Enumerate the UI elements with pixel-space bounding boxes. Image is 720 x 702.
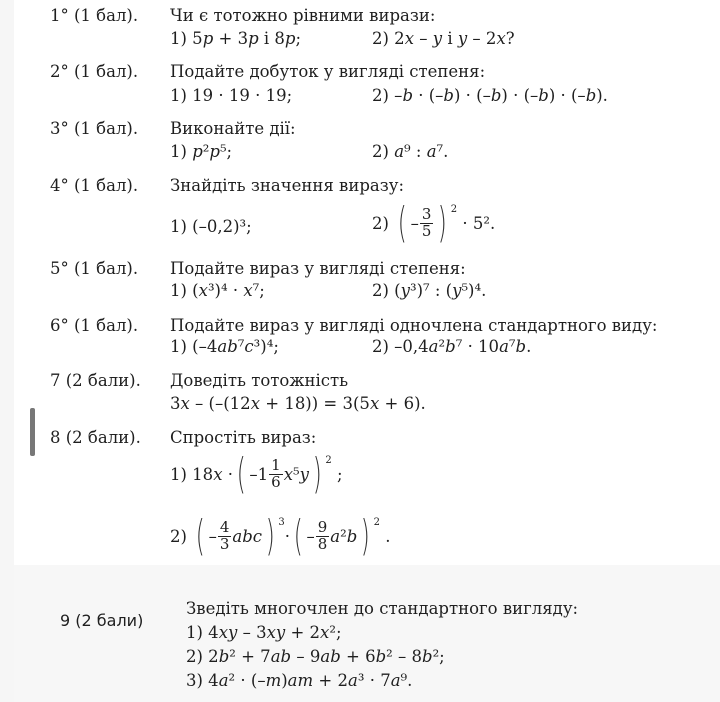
- task-8-item-2: 2) ( – $\frac{4}{3}$ abc ) $^3$ · ( – $\frac{9}{8}$ a²b ) $^2$ .: [170, 511, 391, 560]
- task-2-label: 2° (1 бал).: [50, 62, 139, 81]
- task-9-title: Зведіть многочлен до стандартного вигляду:: [186, 599, 579, 618]
- task-5-label: 5° (1 бал).: [50, 259, 139, 278]
- task-5-item-2: 2) (y³)⁷ : (y⁵)⁴.: [372, 281, 487, 300]
- task-5-title: Подайте вираз у вигляді степеня:: [170, 259, 466, 278]
- fraction: $\frac{1}{6}$: [271, 455, 281, 491]
- task-4-label: 4° (1 бал).: [50, 176, 139, 195]
- task-7-item-1: 3x – (–(12x + 18)) = 3(5x + 6).: [170, 394, 426, 413]
- task-9-item-1: 1) 4xy – 3xy + 2x²;: [186, 623, 342, 642]
- task-2-title: Подайте добуток у вигляді степеня:: [170, 62, 486, 81]
- task-1-item-1: 1) 5p + 3p і 8p;: [170, 29, 302, 48]
- paren-close: ): [438, 198, 448, 247]
- task-6-label: 6° (1 бал).: [50, 316, 139, 335]
- task-3-item-1: 1) p²p⁵;: [170, 142, 233, 161]
- task-3-label: 3° (1 бал).: [50, 119, 139, 138]
- task-1-item-2: 2) 2x – y і y – 2x?: [372, 29, 515, 48]
- task-5-item-1: 1) (x³)⁴ · x⁷;: [170, 281, 265, 300]
- task-8-label: 8 (2 бали).: [50, 428, 141, 447]
- task-6-title: Подайте вираз у вигляді одночлена стандартного виду:: [170, 316, 658, 335]
- task-9-item-2: 2) 2b² + 7ab – 9ab + 6b² – 8b²;: [186, 647, 445, 666]
- task-7-title: Доведіть тотожність: [170, 371, 349, 390]
- task-1-label: 1° (1 бал).: [50, 6, 139, 25]
- task-3-item-2: 2) a⁹ : a⁷.: [372, 142, 449, 161]
- task-4-item-1: 1) (–0,2)³;: [170, 217, 252, 236]
- page-edge: [0, 0, 14, 702]
- task-9-item-3: 3) 4a² · (–m)am + 2a³ · 7a⁹.: [186, 671, 413, 690]
- fraction: $\frac{4}{3}$: [219, 517, 230, 553]
- task-6-item-2: 2) –0,4a²b⁷ · 10a⁷b.: [372, 337, 532, 356]
- fraction: $\frac{9}{8}$: [317, 517, 328, 553]
- task-4-item-2: 2) ( – $\frac{3}{5}$ ) $^2$ · 5².: [372, 198, 496, 247]
- task-3-title: Виконайте дії:: [170, 119, 296, 138]
- task-2-item-1: 1) 19 · 19 · 19;: [170, 86, 293, 105]
- task-9-label: 9 (2 бали): [60, 611, 144, 630]
- task-6-item-1: 1) (–4ab⁷c³)⁴;: [170, 337, 279, 356]
- task-2-item-2: 2) –b · (–b) · (–b) · (–b) · (–b).: [372, 86, 608, 105]
- task-7-label: 7 (2 бали).: [50, 371, 141, 390]
- task-8-title: Спростіть вираз:: [170, 428, 317, 447]
- task-1-title: Чи є тотожно рівними вирази:: [170, 6, 436, 25]
- fraction: $\frac{3}{5}$: [421, 204, 432, 240]
- task-8-item-1: 1) 18x · ( –1 $\frac{1}{6}$ x⁵y ) $^2$ ;: [170, 449, 343, 498]
- task-4-title: Знайдіть значення виразу:: [170, 176, 405, 195]
- paren-open: (: [397, 198, 407, 247]
- scroll-marker: [30, 408, 35, 456]
